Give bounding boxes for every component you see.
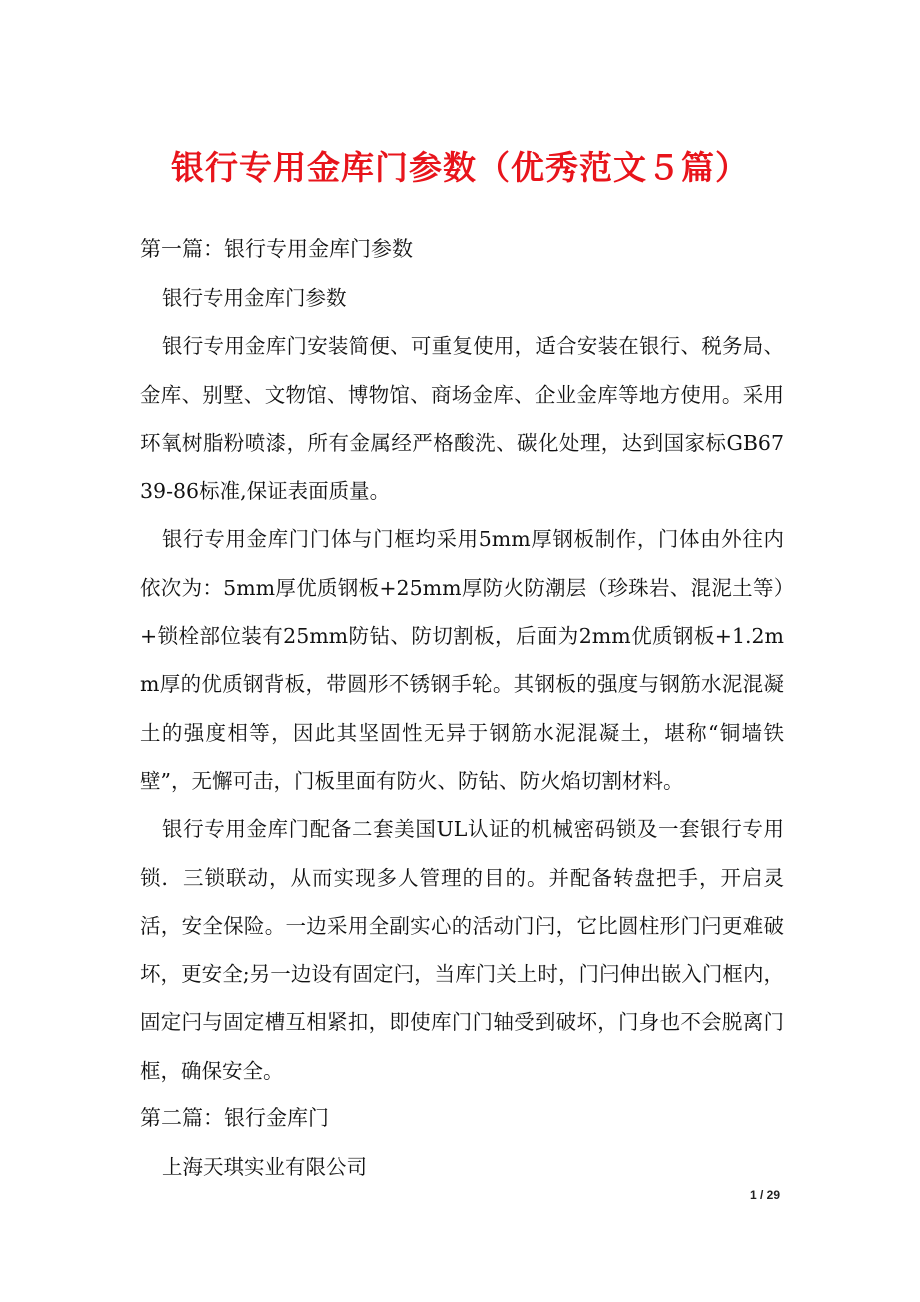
section-1-paragraph-2: 银行专用金库门安装简便、可重复使用，适合安装在银行、税务局、金库、别墅、文物馆、博物馆、商场金库、企业金库等地方使用。采用环氧树脂粉喷漆，所有金属经严格酸洗、碳化处理，达到国家标GB6739-86标准,保证表面质量。 (140, 334, 784, 504)
section-1-paragraph-4: 银行专用金库门配备二套美国UL认证的机械密码锁及一套银行专用锁．三锁联动，从而实现多人管理的目的。并配备转盘把手，开启灵活，安全保险。一边采用全副实心的活动门闩，它比圆柱形门闩更难破坏，更安全;另一边设有固定闩，当库门关上时，门闩伸出嵌入门框内，固定闩与固定槽互相紧扣，即使库门门轴受到破坏，门身也不会脱离门框，确保安全。 (140, 817, 784, 1083)
section-heading-1: 第一篇：银行专用金库门参数 (140, 237, 413, 261)
section-1-paragraph-1: 银行专用金库门参数 (162, 286, 347, 310)
section-2-paragraph-1: 上海天琪实业有限公司 (162, 1155, 367, 1180)
document-body (140, 226, 784, 1191)
document-title: 银行专用金库门参数（优秀范文５篇） (171, 148, 749, 187)
section-1-paragraph-3: 银行专用金库门门体与门框均采用5mm厚钢板制作，门体由外往内依次为：5mm厚优质钢板+25mm厚防火防潮层（珍珠岩、混泥土等）+锁栓部位装有25mm防钻、防切割板，后面为2mm优质钢板+1.2mm厚的优质钢背板，带圆形不锈钢手轮。其钢板的强度与钢筋水泥混凝土的强度相等，因此其坚固性无异于钢筋水泥混凝土，堪称“铜墙铁壁”，无懈可击，门板里面有防火、防钻、防火焰切割材料。 (140, 527, 784, 793)
section-heading-2: 第二篇：银行金库门 (140, 1106, 329, 1131)
page-number: 1 / 29 (749, 1188, 780, 1202)
